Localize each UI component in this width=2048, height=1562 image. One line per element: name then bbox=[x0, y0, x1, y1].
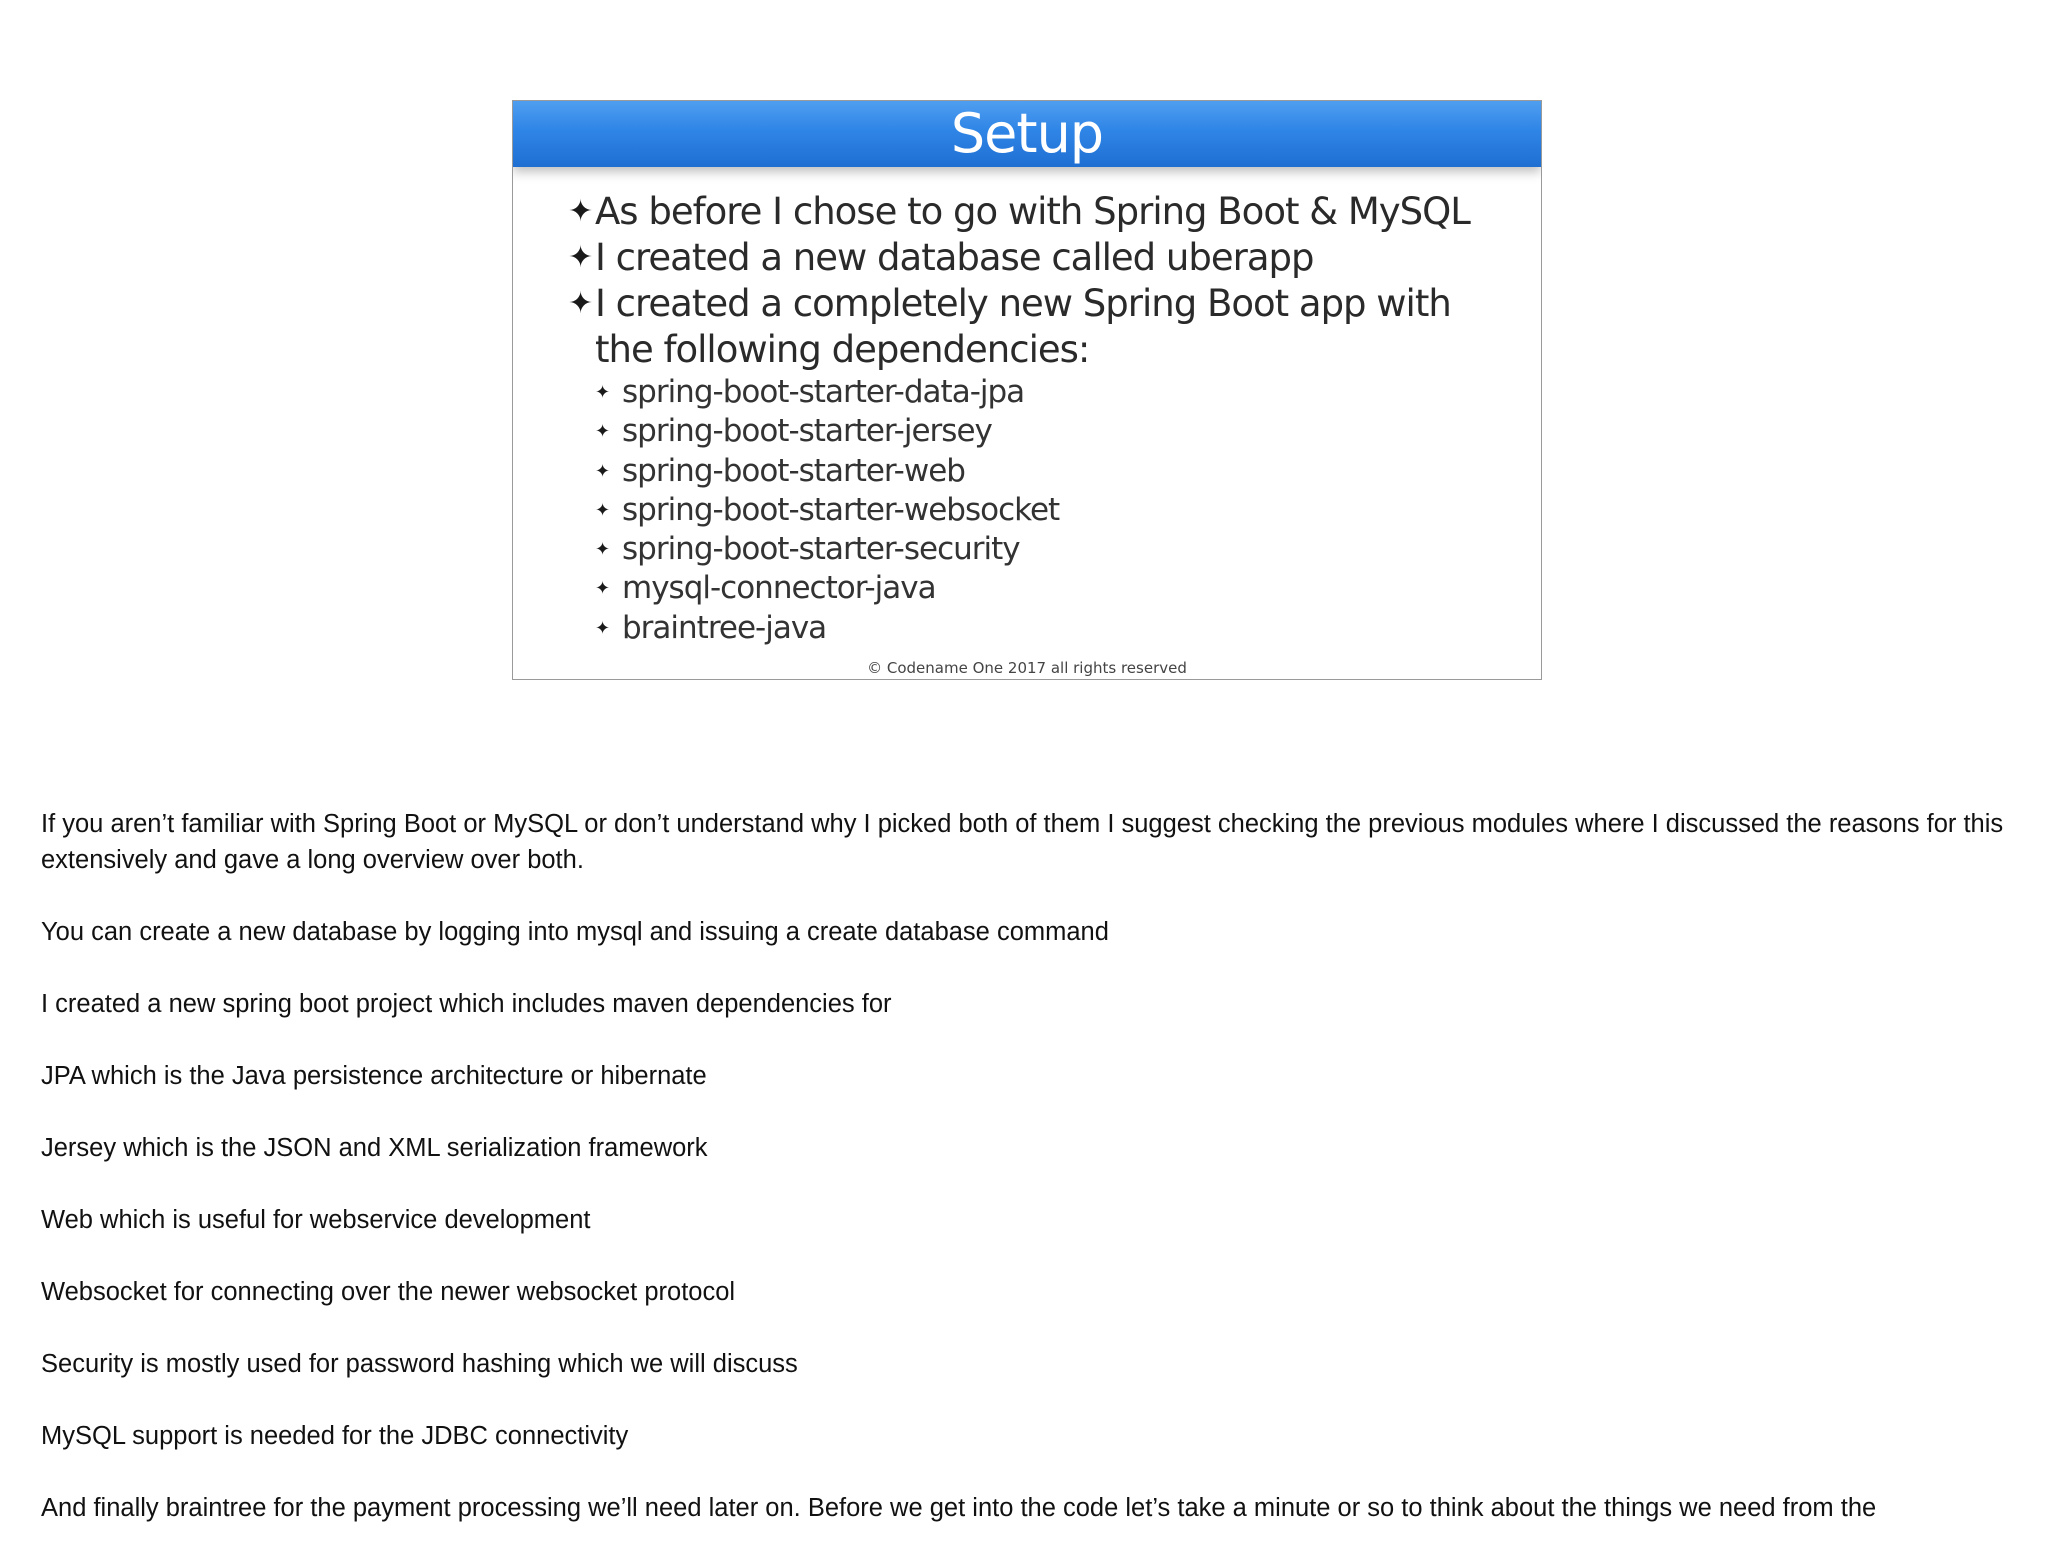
dependency-text: spring-boot-starter-security bbox=[622, 531, 1020, 568]
slide-bullet-text: I created a new database called uberapp bbox=[595, 236, 1314, 279]
star-bullet-icon: ✦ bbox=[568, 194, 593, 229]
dependency-item bbox=[595, 412, 1508, 451]
star-bullet-icon: ✦ bbox=[595, 578, 610, 600]
slide-bullet-list bbox=[568, 189, 1508, 648]
dependency-item bbox=[595, 530, 1508, 569]
transcript bbox=[41, 806, 2007, 1562]
transcript-paragraph: Web which is useful for webservice development bbox=[41, 1206, 591, 1234]
slide-bullet bbox=[568, 235, 1508, 281]
star-bullet-icon: ✦ bbox=[568, 240, 593, 275]
star-bullet-icon: ✦ bbox=[595, 539, 610, 561]
star-bullet-icon: ✦ bbox=[595, 382, 610, 403]
transcript-paragraph: If you aren’t familiar with Spring Boot or MySQL or don’t understand why I picked both of them I suggest checking the previous modules where I discussed the reasons for this extensively and gave a long overview over both. bbox=[41, 810, 2004, 874]
transcript-paragraph: MySQL support is needed for the JDBC connectivity bbox=[41, 1422, 629, 1450]
dependency-item bbox=[595, 373, 1508, 412]
dependency-text: spring-boot-starter-data-jpa bbox=[622, 374, 1025, 410]
dependency-item bbox=[595, 491, 1508, 530]
transcript-paragraph: Jersey which is the JSON and XML serialization framework bbox=[41, 1134, 708, 1162]
transcript-paragraph: JPA which is the Java persistence architecture or hibernate bbox=[41, 1062, 707, 1090]
dependency-item bbox=[595, 569, 1508, 608]
transcript-paragraph: Security is mostly used for password hashing which we will discuss bbox=[41, 1350, 798, 1378]
transcript-paragraph: And finally braintree for the payment processing we’ll need later on. Before we get into the code let’s take a minute or so to think about the things we need from the bbox=[41, 1494, 1877, 1522]
transcript-paragraph: You can create a new database by logging into mysql and issuing a create database command bbox=[41, 918, 1109, 946]
slide-copyright: © Codename One 2017 all rights reserved bbox=[867, 659, 1187, 677]
slide-bullet-text: As before I chose to go with Spring Boot & MySQL bbox=[595, 190, 1470, 233]
star-bullet-icon: ✦ bbox=[595, 460, 610, 482]
transcript-paragraph: Websocket for connecting over the newer websocket protocol bbox=[41, 1278, 736, 1306]
dependency-text: spring-boot-starter-websocket bbox=[622, 491, 1060, 528]
dependency-text: braintree-java bbox=[622, 609, 827, 646]
star-bullet-icon: ✦ bbox=[568, 286, 593, 321]
slide-title: Setup bbox=[950, 102, 1104, 165]
dependency-text: spring-boot-starter-jersey bbox=[622, 413, 992, 450]
transcript-paragraph: I created a new spring boot project which includes maven dependencies for bbox=[41, 990, 892, 1018]
star-bullet-icon: ✦ bbox=[595, 617, 610, 639]
star-bullet-icon: ✦ bbox=[595, 499, 610, 521]
dependency-text: mysql-connector-java bbox=[622, 570, 936, 607]
dependency-list bbox=[595, 373, 1508, 648]
dependency-text: spring-boot-starter-web bbox=[622, 452, 965, 489]
dependency-item bbox=[595, 452, 1508, 491]
slide-bullet bbox=[568, 281, 1508, 648]
star-bullet-icon: ✦ bbox=[595, 421, 610, 443]
dependency-item bbox=[595, 609, 1508, 648]
slide-bullet bbox=[568, 189, 1508, 235]
slide bbox=[512, 100, 1542, 680]
slide-bullet-text: I created a completely new Spring Boot app with the following dependencies: bbox=[595, 282, 1451, 371]
